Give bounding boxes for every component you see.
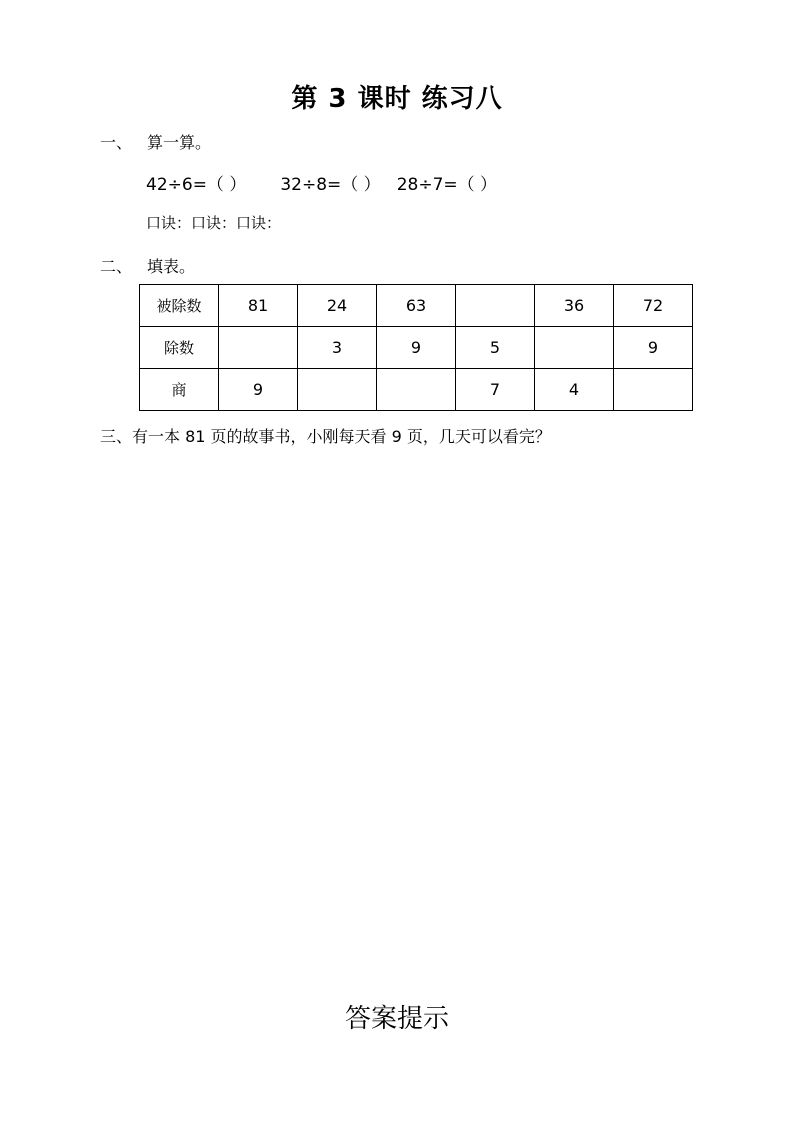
koujue-2: 口诀： [191,214,237,232]
koujue-1: 口诀： [146,214,192,232]
table-cell: 3 [298,327,377,369]
equation-2: 32÷8=（ ） [280,175,381,195]
table-cell: 24 [298,285,377,327]
table-cell: 5 [456,327,535,369]
page-title: 第 3 课时 练习八 [291,84,503,114]
table-row-divisor [140,327,693,369]
division-table [139,284,693,411]
table-cell [219,327,298,369]
koujue-row [146,212,281,233]
table-cell: 7 [456,369,535,411]
table-cell: 36 [535,285,614,327]
table-cell [377,369,456,411]
answer-heading: 答案提示 [344,1004,449,1034]
table-cell [535,327,614,369]
table-cell: 9 [219,369,298,411]
section-2-number: 二、 [100,257,133,276]
table-cell: 81 [219,285,298,327]
table-cell [298,369,377,411]
row-header: 被除数 [140,285,219,327]
table-cell [614,369,693,411]
table-cell: 72 [614,285,693,327]
section-1-number: 一、 [100,133,133,152]
table-row-quotient [140,369,693,411]
table-cell: 4 [535,369,614,411]
table-cell [456,285,535,327]
section-1-heading [100,130,211,153]
equation-3: 28÷7=（ ） [396,175,498,195]
section-2-title: 填表。 [147,257,196,276]
row-header: 商 [140,369,219,411]
section-3-question: 三、有一本 81 页的故事书，小刚每天看 9 页，几天可以看完？ [100,427,551,446]
section-1-title: 算一算。 [147,133,212,152]
table-row-dividend [140,285,693,327]
table-cell: 9 [614,327,693,369]
koujue-3: 口诀： [236,214,282,232]
table-cell: 9 [377,327,456,369]
row-header: 除数 [140,327,219,369]
section-2-heading [100,254,195,277]
equation-row [146,170,497,195]
table-cell: 63 [377,285,456,327]
equation-1: 42÷6=（ ） [146,175,247,195]
